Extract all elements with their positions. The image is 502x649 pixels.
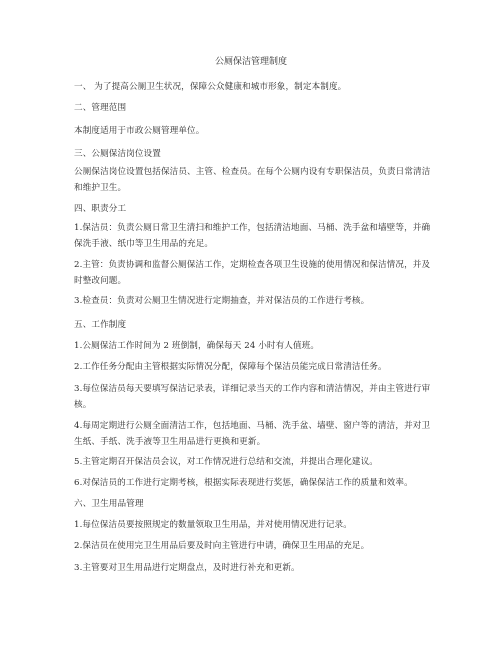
work-item-3: 3.每位保洁员每天要填写保洁记录表，详细记录当天的工作内容和清洁情况，并由主管进行审核。 (74, 384, 431, 410)
duty-item-3: 3.检查员：负责对公厕卫生情况进行定期抽查，并对保洁员的工作进行考核。 (74, 296, 370, 306)
duty-item-1: 1.保洁员：负责公厕日常卫生清扫和维护工作，包括清洁地面、马桶、洗手盆和墙壁等，并确保洗手液、纸巾等卫生用品的充足。 (74, 223, 431, 249)
work-item-4: 4.每周定期进行公厕全面清洁工作，包括地面、马桶、洗手盆、墙壁、窗户等的清洁，并对卫生纸、手纸、洗手液等卫生用品进行更换和更新。 (74, 421, 431, 447)
section-4-heading: 四、职责分工 (74, 204, 127, 214)
work-item-2: 2.工作任务分配由主管根据实际情况分配，保障每个保洁员能完成日常清洁任务。 (74, 362, 387, 372)
section-2-text: 本制度适用于市政公厕管理单位。 (74, 126, 205, 136)
supply-item-3: 3.主管要对卫生用品进行定期盘点，及时进行补充和更新。 (74, 563, 300, 573)
duty-item-2: 2.主管：负责协调和监督公厕保洁工作，定期检查各项卫生设施的使用情况和保洁情况，并及时整改问题。 (74, 260, 431, 286)
supply-item-1: 1.每位保洁员要按照规定的数量领取卫生用品，并对使用情况进行记录。 (74, 520, 352, 530)
section-2-heading: 二、管理范围 (74, 103, 127, 113)
section-5-heading: 五、工作制度 (74, 320, 127, 330)
work-item-5: 5.主管定期召开保洁员会议，对工作情况进行总结和交流，并提出合理化建议。 (74, 457, 378, 467)
supply-item-2: 2.保洁员在使用完卫生用品后要及时向主管进行申请，确保卫生用品的充足。 (74, 541, 370, 551)
section-3-text: 公厕保洁岗位设置包括保洁员、主管、检查员。在每个公厕内设有专职保洁员，负责日常清洁和维护卫生。 (74, 167, 431, 193)
section-6-heading: 六、卫生用品管理 (74, 499, 144, 509)
document-title: 公厕保洁管理制度 (214, 57, 287, 67)
work-item-1: 1.公厕保洁工作时间为 2 班倒制，确保每天 24 小时有人值班。 (74, 341, 320, 351)
section-1-purpose: 一、 为了提高公厕卫生状况，保障公众健康和城市形象，制定本制度。 (74, 82, 347, 92)
work-item-6: 6.对保洁员的工作进行定期考核，根据实际表现进行奖惩，确保保洁工作的质量和效率。 (74, 478, 413, 488)
section-3-heading: 三、公厕保洁岗位设置 (74, 149, 161, 159)
